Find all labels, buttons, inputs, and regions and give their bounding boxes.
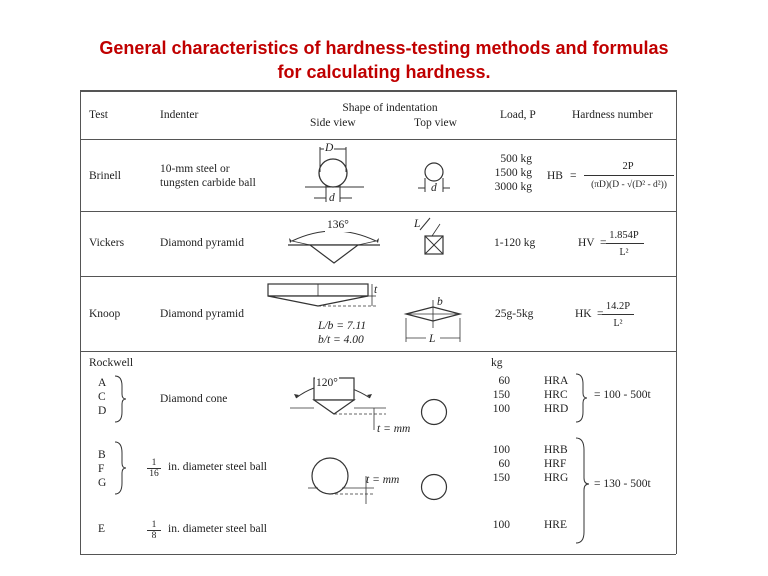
load-value: 100 bbox=[492, 444, 510, 456]
vickers-angle-label: 136° bbox=[327, 219, 349, 231]
hardness-symbol: HRC bbox=[544, 389, 568, 401]
row-divider bbox=[80, 351, 676, 352]
indenter-name: Diamond pyramid bbox=[160, 237, 244, 249]
page-title-line2: for calculating hardness. bbox=[277, 62, 491, 82]
cone-angle-label: 120° bbox=[316, 377, 338, 389]
hardness-symbol: HRG bbox=[544, 472, 569, 484]
fraction-denominator: 8 bbox=[147, 530, 161, 541]
rockwell-formula: = 130 - 500t bbox=[594, 478, 651, 490]
indenter-name: Diamond cone bbox=[160, 393, 228, 405]
scale-letter: C bbox=[98, 391, 106, 403]
hardness-symbol: HRB bbox=[544, 444, 568, 456]
load-value: 500 kg bbox=[500, 153, 532, 165]
brinell-side-view-diagram bbox=[300, 142, 370, 206]
load-value: 60 bbox=[498, 458, 510, 470]
fraction-bar bbox=[584, 175, 674, 176]
formula-numerator: 2P bbox=[622, 161, 634, 172]
header-test: Test bbox=[89, 109, 108, 121]
indenter-name: Diamond pyramid bbox=[160, 308, 244, 320]
load-value: 100 bbox=[492, 403, 510, 415]
table-left-border bbox=[80, 90, 81, 554]
indenter-name: in. diameter steel ball bbox=[168, 523, 267, 535]
load-value: 25g-5kg bbox=[495, 308, 534, 320]
test-name: Knoop bbox=[89, 308, 121, 320]
fraction-denominator: 16 bbox=[147, 468, 161, 479]
indenter-line2: tungsten carbide ball bbox=[160, 177, 256, 189]
scale-letter: D bbox=[98, 405, 107, 417]
load-value: 1-120 kg bbox=[494, 237, 536, 249]
depth-label: t = mm bbox=[377, 423, 411, 435]
fraction-1-8 bbox=[147, 520, 161, 541]
test-name: Rockwell bbox=[89, 357, 134, 369]
test-name: Vickers bbox=[89, 237, 125, 249]
header-shape: Shape of indentation bbox=[342, 102, 438, 114]
brinell-top-d-label: d bbox=[431, 182, 437, 194]
scale-letter: B bbox=[98, 449, 106, 461]
page-title: General characteristics of hardness-testing methods and formulas bbox=[99, 38, 669, 58]
header-top-view: Top view bbox=[414, 117, 457, 129]
load-value: 1500 kg bbox=[494, 167, 532, 179]
knoop-t-label: t bbox=[374, 284, 378, 296]
rockwell-cone-top-view-diagram bbox=[420, 398, 450, 428]
hardness-symbol: HV bbox=[578, 237, 595, 249]
brace-BFGE-right bbox=[573, 436, 591, 546]
hardness-symbol: HRD bbox=[544, 403, 569, 415]
fraction-1-16 bbox=[147, 458, 161, 479]
knoop-ratio-L-b: L/b = 7.11 bbox=[318, 320, 367, 332]
indenter-name: in. diameter steel ball bbox=[168, 461, 267, 473]
header-side-view: Side view bbox=[310, 117, 356, 129]
fraction-numerator: 1 bbox=[151, 520, 157, 530]
brace-ACD bbox=[112, 374, 128, 424]
formula-denominator: (πD)(D - √(D² - d²)) bbox=[591, 180, 667, 190]
hardness-symbol: HRF bbox=[544, 458, 567, 470]
brinell-d-label: d bbox=[329, 192, 335, 204]
fraction-bar bbox=[602, 314, 634, 315]
load-value: 150 bbox=[492, 472, 510, 484]
formula-numerator: 14.2P bbox=[605, 301, 631, 312]
row-divider bbox=[80, 139, 676, 140]
vickers-L-label: L bbox=[414, 218, 421, 230]
load-value: 3000 kg bbox=[494, 181, 532, 193]
load-unit: kg bbox=[491, 357, 503, 369]
indenter-line1: 10-mm steel or bbox=[160, 163, 230, 175]
header-hardness-number: Hardness number bbox=[572, 109, 653, 121]
formula-denominator: L² bbox=[619, 247, 629, 258]
load-value: 100 bbox=[492, 519, 510, 531]
scale-letter: A bbox=[98, 377, 107, 389]
load-value: 150 bbox=[492, 389, 510, 401]
test-name: Brinell bbox=[89, 170, 121, 182]
hardness-symbol: HRA bbox=[544, 375, 569, 387]
rockwell-ball-top-view-diagram bbox=[420, 473, 450, 503]
header-load: Load, P bbox=[500, 109, 536, 121]
knoop-b-label: b bbox=[437, 296, 443, 308]
hardness-symbol: HB bbox=[547, 170, 563, 182]
brace-ACD-right bbox=[573, 372, 589, 424]
knoop-ratio-b-t: b/t = 4.00 bbox=[318, 334, 364, 346]
scale-letter: F bbox=[98, 463, 105, 475]
brinell-top-view-diagram bbox=[418, 158, 458, 198]
brinell-D-label: D bbox=[325, 142, 334, 154]
formula-numerator: 1.854P bbox=[609, 230, 639, 241]
scale-letter: G bbox=[98, 477, 107, 489]
header-indenter: Indenter bbox=[160, 109, 199, 121]
rockwell-formula: = 100 - 500t bbox=[594, 389, 651, 401]
brace-BFG bbox=[112, 440, 128, 496]
table-top-rule bbox=[80, 90, 676, 92]
scale-letter: E bbox=[98, 523, 106, 535]
formula-denominator: L² bbox=[613, 318, 623, 329]
knoop-L-label: L bbox=[429, 333, 436, 345]
knoop-side-view-diagram bbox=[266, 280, 384, 320]
row-divider bbox=[80, 276, 676, 277]
hardness-symbol: HRE bbox=[544, 519, 567, 531]
fraction-bar bbox=[606, 243, 644, 244]
row-divider bbox=[80, 211, 676, 212]
fraction-numerator: 1 bbox=[151, 458, 157, 468]
depth-label: t = mm bbox=[366, 474, 400, 486]
hardness-symbol: HK bbox=[575, 308, 592, 320]
table-bottom-rule bbox=[80, 554, 676, 555]
load-value: 60 bbox=[498, 375, 510, 387]
table-right-border bbox=[676, 90, 677, 554]
